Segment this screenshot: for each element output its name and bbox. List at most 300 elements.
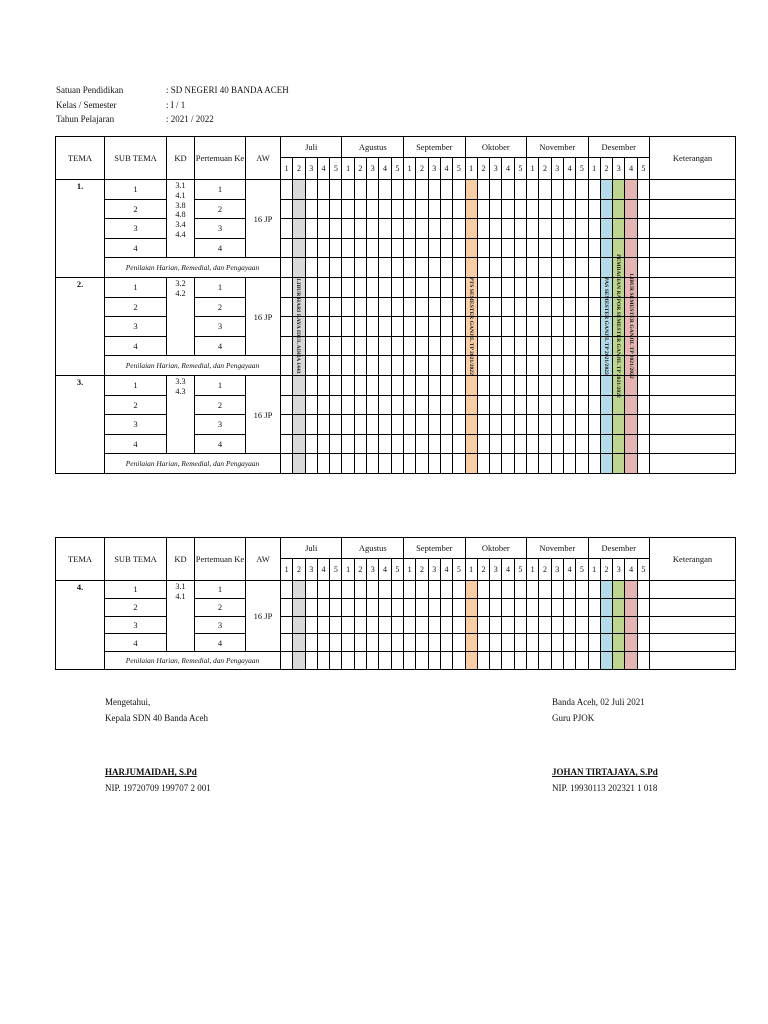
schedule-cell (354, 317, 366, 337)
week-number: 2 (600, 158, 612, 180)
schedule-cell (576, 454, 588, 474)
schedule-cell (416, 336, 428, 356)
schedule-cell (416, 415, 428, 435)
schedule-cell (465, 581, 477, 599)
schedule-cell (465, 634, 477, 652)
week-number: 5 (576, 559, 588, 581)
table-row (56, 598, 736, 616)
schedule-cell (440, 634, 452, 652)
schedule-cell (428, 434, 440, 454)
header-row-months (56, 538, 736, 559)
schedule-cell (367, 652, 379, 670)
schedule-cell (477, 616, 489, 634)
schedule-cell (391, 375, 403, 395)
schedule-cell (527, 652, 539, 670)
schedule-cell (551, 652, 563, 670)
schedule-cell (588, 375, 600, 395)
table-row (56, 581, 736, 599)
schedule-cell (391, 356, 403, 376)
kelas-row (56, 98, 289, 113)
sub-tema-cell: 4 (105, 336, 167, 356)
schedule-cell (490, 616, 502, 634)
schedule-cell (305, 180, 317, 200)
schedule-cell (391, 454, 403, 474)
schedule-cell (637, 395, 649, 415)
schedule-cell (588, 634, 600, 652)
tema-number: 3. (56, 375, 105, 473)
schedule-cell (379, 317, 391, 337)
schedule-cell (539, 199, 551, 219)
schedule-cell (600, 616, 612, 634)
schedule-cell (576, 199, 588, 219)
schedule-cell (440, 581, 452, 599)
schedule-cell (637, 317, 649, 337)
schedule-cell (391, 434, 403, 454)
schedule-cell (502, 277, 514, 297)
schedule-cell (367, 634, 379, 652)
schedule-cell (637, 258, 649, 278)
schedule-cell (477, 375, 489, 395)
schedule-cell (416, 598, 428, 616)
schedule-cell (576, 238, 588, 258)
schedule-cell (637, 652, 649, 670)
schedule-cell (428, 258, 440, 278)
schedule-cell (281, 258, 293, 278)
schedule-cell (637, 297, 649, 317)
schedule-cell (404, 317, 416, 337)
week-number: 3 (613, 559, 625, 581)
schedule-cell (576, 258, 588, 278)
schedule-cell (625, 180, 637, 200)
keterangan-cell (650, 616, 736, 634)
schedule-cell (305, 616, 317, 634)
schedule-cell (527, 616, 539, 634)
schedule-cell (404, 297, 416, 317)
schedule-cell (404, 258, 416, 278)
kd-cell (167, 581, 195, 652)
sub-tema-cell: 1 (105, 375, 167, 395)
program-table-theme-4 (55, 537, 736, 670)
signature-left-line2: Kepala SDN 40 Banda Aceh (105, 713, 208, 723)
schedule-cell (465, 375, 477, 395)
schedule-cell (539, 277, 551, 297)
schedule-cell (354, 581, 366, 599)
schedule-cell (502, 238, 514, 258)
schedule-cell (625, 199, 637, 219)
schedule-cell (637, 277, 649, 297)
kd-code: 4.1 (175, 591, 186, 601)
column-header-aw: AW (246, 137, 281, 180)
schedule-cell (588, 395, 600, 415)
schedule-cell (527, 581, 539, 599)
schedule-cell (281, 238, 293, 258)
schedule-cell (527, 238, 539, 258)
week-number: 3 (305, 158, 317, 180)
schedule-cell (613, 652, 625, 670)
schedule-cell (330, 297, 342, 317)
schedule-cell (490, 238, 502, 258)
schedule-cell (625, 415, 637, 435)
schedule-cell (502, 598, 514, 616)
schedule-cell (453, 356, 465, 376)
schedule-cell (379, 375, 391, 395)
schedule-cell (391, 219, 403, 239)
schedule-cell (404, 652, 416, 670)
schedule-cell (404, 180, 416, 200)
schedule-cell (600, 634, 612, 652)
schedule-cell (539, 375, 551, 395)
keterangan-cell (650, 454, 736, 474)
schedule-cell (317, 415, 329, 435)
schedule-cell (404, 199, 416, 219)
schedule-cell (317, 258, 329, 278)
week-number: 3 (367, 158, 379, 180)
sub-tema-cell: 2 (105, 297, 167, 317)
schedule-cell (317, 581, 329, 599)
schedule-cell (379, 180, 391, 200)
schedule-cell (477, 598, 489, 616)
schedule-cell (379, 356, 391, 376)
schedule-cell (588, 219, 600, 239)
pertemuan-cell: 4 (195, 336, 246, 356)
schedule-cell (588, 199, 600, 219)
schedule-cell (637, 356, 649, 376)
week-number: 4 (563, 559, 575, 581)
schedule-cell (625, 434, 637, 454)
schedule-cell (477, 652, 489, 670)
kd-code: 4.3 (175, 386, 186, 396)
table-row (56, 616, 736, 634)
schedule-cell (453, 395, 465, 415)
schedule-cell (440, 415, 452, 435)
schedule-cell (367, 581, 379, 599)
schedule-cell (637, 598, 649, 616)
week-number: 4 (440, 559, 452, 581)
schedule-cell (514, 634, 526, 652)
schedule-cell (502, 258, 514, 278)
schedule-cell (453, 634, 465, 652)
schedule-cell (490, 199, 502, 219)
week-number: 2 (293, 158, 305, 180)
week-number: 4 (502, 559, 514, 581)
schedule-cell (367, 258, 379, 278)
schedule-cell (354, 652, 366, 670)
schedule-cell (514, 238, 526, 258)
schedule-cell (502, 317, 514, 337)
week-number: 4 (502, 158, 514, 180)
week-number: 1 (342, 158, 354, 180)
schedule-cell (502, 434, 514, 454)
column-header-pertemuan: Pertemuan Ke (195, 538, 246, 581)
schedule-cell (305, 356, 317, 376)
keterangan-cell (650, 219, 736, 239)
schedule-cell (428, 356, 440, 376)
schedule-cell (613, 434, 625, 454)
schedule-cell (576, 336, 588, 356)
pertemuan-cell: 1 (195, 180, 246, 200)
week-number: 3 (551, 158, 563, 180)
sub-tema-cell: 3 (105, 415, 167, 435)
schedule-cell (527, 395, 539, 415)
schedule-cell (637, 336, 649, 356)
schedule-cell (379, 415, 391, 435)
schedule-cell (440, 356, 452, 376)
schedule-cell (600, 219, 612, 239)
week-number: 4 (317, 158, 329, 180)
schedule-cell (293, 454, 305, 474)
schedule-cell (551, 616, 563, 634)
schedule-cell (527, 634, 539, 652)
schedule-cell (440, 434, 452, 454)
schedule-cell (600, 415, 612, 435)
schedule-cell (428, 616, 440, 634)
schedule-cell (576, 598, 588, 616)
pertemuan-cell: 2 (195, 395, 246, 415)
schedule-cell (576, 277, 588, 297)
schedule-cell (305, 219, 317, 239)
table-row (56, 199, 736, 219)
schedule-cell (354, 634, 366, 652)
libur-semester-label: LIBUR SEMESTER GANJIL TP 2021/2022 (627, 273, 634, 379)
schedule-cell (416, 180, 428, 200)
schedule-cell (563, 199, 575, 219)
schedule-cell (613, 634, 625, 652)
week-number: 3 (428, 158, 440, 180)
aw-cell: 16 JP (246, 581, 281, 652)
schedule-cell (551, 277, 563, 297)
schedule-cell (293, 598, 305, 616)
schedule-cell (367, 336, 379, 356)
week-number: 1 (527, 559, 539, 581)
schedule-cell (588, 277, 600, 297)
table-row (56, 180, 736, 200)
schedule-cell (416, 317, 428, 337)
week-number: 5 (330, 158, 342, 180)
schedule-cell (637, 634, 649, 652)
schedule-cell (576, 634, 588, 652)
week-number: 5 (514, 559, 526, 581)
schedule-cell (588, 317, 600, 337)
schedule-cell (613, 219, 625, 239)
schedule-cell (391, 634, 403, 652)
schedule-cell (453, 238, 465, 258)
schedule-cell (317, 277, 329, 297)
schedule-cell (367, 375, 379, 395)
sub-tema-cell: 1 (105, 180, 167, 200)
schedule-cell (477, 581, 489, 599)
schedule-cell (317, 219, 329, 239)
schedule-cell (305, 395, 317, 415)
schedule-cell (354, 219, 366, 239)
document-header (56, 83, 289, 127)
signature-left-line1: Mengetahui, (105, 697, 151, 707)
schedule-cell (305, 317, 317, 337)
schedule-cell (551, 238, 563, 258)
schedule-cell (514, 180, 526, 200)
week-number: 1 (342, 559, 354, 581)
schedule-cell (637, 434, 649, 454)
schedule-cell (490, 317, 502, 337)
schedule-cell (391, 581, 403, 599)
schedule-cell (637, 616, 649, 634)
schedule-cell (588, 180, 600, 200)
sub-tema-cell: 2 (105, 395, 167, 415)
schedule-cell (354, 277, 366, 297)
schedule-cell (551, 336, 563, 356)
week-number: 3 (551, 559, 563, 581)
schedule-cell (563, 297, 575, 317)
schedule-cell (527, 375, 539, 395)
schedule-cell (453, 581, 465, 599)
week-number: 5 (330, 559, 342, 581)
pas-label: PAS SEMESTER GANJIL TP 2021/2022 (602, 277, 609, 375)
schedule-cell (379, 581, 391, 599)
schedule-cell (502, 395, 514, 415)
schedule-cell (367, 598, 379, 616)
schedule-cell (563, 581, 575, 599)
schedule-cell (428, 336, 440, 356)
schedule-cell (293, 652, 305, 670)
schedule-cell (637, 454, 649, 474)
kd-cell (167, 180, 195, 258)
schedule-cell (625, 581, 637, 599)
keterangan-cell (650, 395, 736, 415)
schedule-cell (367, 434, 379, 454)
kelas-value: : I / 1 (166, 99, 186, 110)
schedule-cell (404, 598, 416, 616)
schedule-cell (416, 356, 428, 376)
schedule-cell (600, 199, 612, 219)
schedule-cell (342, 317, 354, 337)
week-number: 5 (391, 559, 403, 581)
schedule-cell (391, 258, 403, 278)
schedule-cell (281, 652, 293, 670)
schedule-cell (453, 180, 465, 200)
schedule-cell (440, 219, 452, 239)
schedule-cell (576, 219, 588, 239)
schedule-cell (281, 180, 293, 200)
schedule-cell (477, 336, 489, 356)
schedule-cell (440, 317, 452, 337)
schedule-cell (477, 454, 489, 474)
schedule-cell (428, 581, 440, 599)
schedule-cell (354, 258, 366, 278)
schedule-cell (551, 317, 563, 337)
week-number: 2 (416, 158, 428, 180)
schedule-cell (330, 454, 342, 474)
week-number: 2 (354, 158, 366, 180)
column-header-tema: TEMA (56, 137, 105, 180)
kd-code: 3.8 (175, 200, 186, 210)
schedule-cell (613, 415, 625, 435)
keterangan-cell (650, 356, 736, 376)
keterangan-cell (650, 277, 736, 297)
schedule-cell (379, 238, 391, 258)
schedule-cell (527, 415, 539, 435)
schedule-cell (354, 336, 366, 356)
schedule-cell (416, 199, 428, 219)
schedule-cell (330, 634, 342, 652)
sub-tema-cell: 3 (105, 317, 167, 337)
schedule-cell (453, 258, 465, 278)
schedule-cell (563, 317, 575, 337)
schedule-cell (440, 598, 452, 616)
schedule-cell (317, 652, 329, 670)
week-number: 2 (600, 559, 612, 581)
schedule-cell (563, 415, 575, 435)
schedule-cell (342, 180, 354, 200)
schedule-cell (416, 454, 428, 474)
schedule-cell (391, 616, 403, 634)
schedule-cell (416, 219, 428, 239)
month-header: November (527, 538, 589, 559)
schedule-cell (354, 434, 366, 454)
schedule-cell (453, 375, 465, 395)
schedule-cell (490, 652, 502, 670)
keterangan-cell (650, 375, 736, 395)
schedule-cell (613, 616, 625, 634)
month-header: Juli (281, 137, 342, 158)
schedule-cell (453, 297, 465, 317)
schedule-cell (281, 277, 293, 297)
keterangan-cell (650, 297, 736, 317)
signature-right-name: JOHAN TIRTAJAYA, S.Pd (552, 767, 658, 777)
schedule-cell (551, 434, 563, 454)
week-number: 4 (379, 158, 391, 180)
schedule-cell (477, 238, 489, 258)
schedule-cell (293, 581, 305, 599)
schedule-cell (367, 415, 379, 435)
schedule-cell (416, 616, 428, 634)
schedule-cell (440, 199, 452, 219)
schedule-cell (391, 199, 403, 219)
schedule-cell (576, 652, 588, 670)
schedule-cell (354, 199, 366, 219)
schedule-cell (527, 598, 539, 616)
schedule-cell (613, 199, 625, 219)
schedule-cell (293, 634, 305, 652)
week-number: 3 (613, 158, 625, 180)
schedule-cell (391, 598, 403, 616)
sub-tema-cell: 3 (105, 219, 167, 239)
schedule-cell (317, 297, 329, 317)
header-row-months (56, 137, 736, 158)
schedule-cell (514, 297, 526, 317)
schedule-cell (539, 238, 551, 258)
aw-cell: 16 JP (246, 180, 281, 258)
schedule-cell (428, 199, 440, 219)
libur-idul-adha-label: LIBUR HARI RAYA IDUL ADHA 1443 (295, 278, 302, 374)
schedule-cell (293, 180, 305, 200)
schedule-cell (428, 180, 440, 200)
schedule-cell (305, 258, 317, 278)
schedule-cell (293, 415, 305, 435)
schedule-cell (453, 434, 465, 454)
schedule-cell (367, 297, 379, 317)
schedule-cell (305, 336, 317, 356)
kd-code: 4.1 (175, 190, 186, 200)
schedule-cell (539, 336, 551, 356)
schedule-cell (477, 415, 489, 435)
schedule-cell (477, 434, 489, 454)
schedule-cell (477, 297, 489, 317)
schedule-cell (428, 652, 440, 670)
schedule-cell (428, 219, 440, 239)
schedule-cell (539, 634, 551, 652)
schedule-cell (465, 454, 477, 474)
tahun-row (56, 112, 289, 127)
week-number: 3 (490, 559, 502, 581)
